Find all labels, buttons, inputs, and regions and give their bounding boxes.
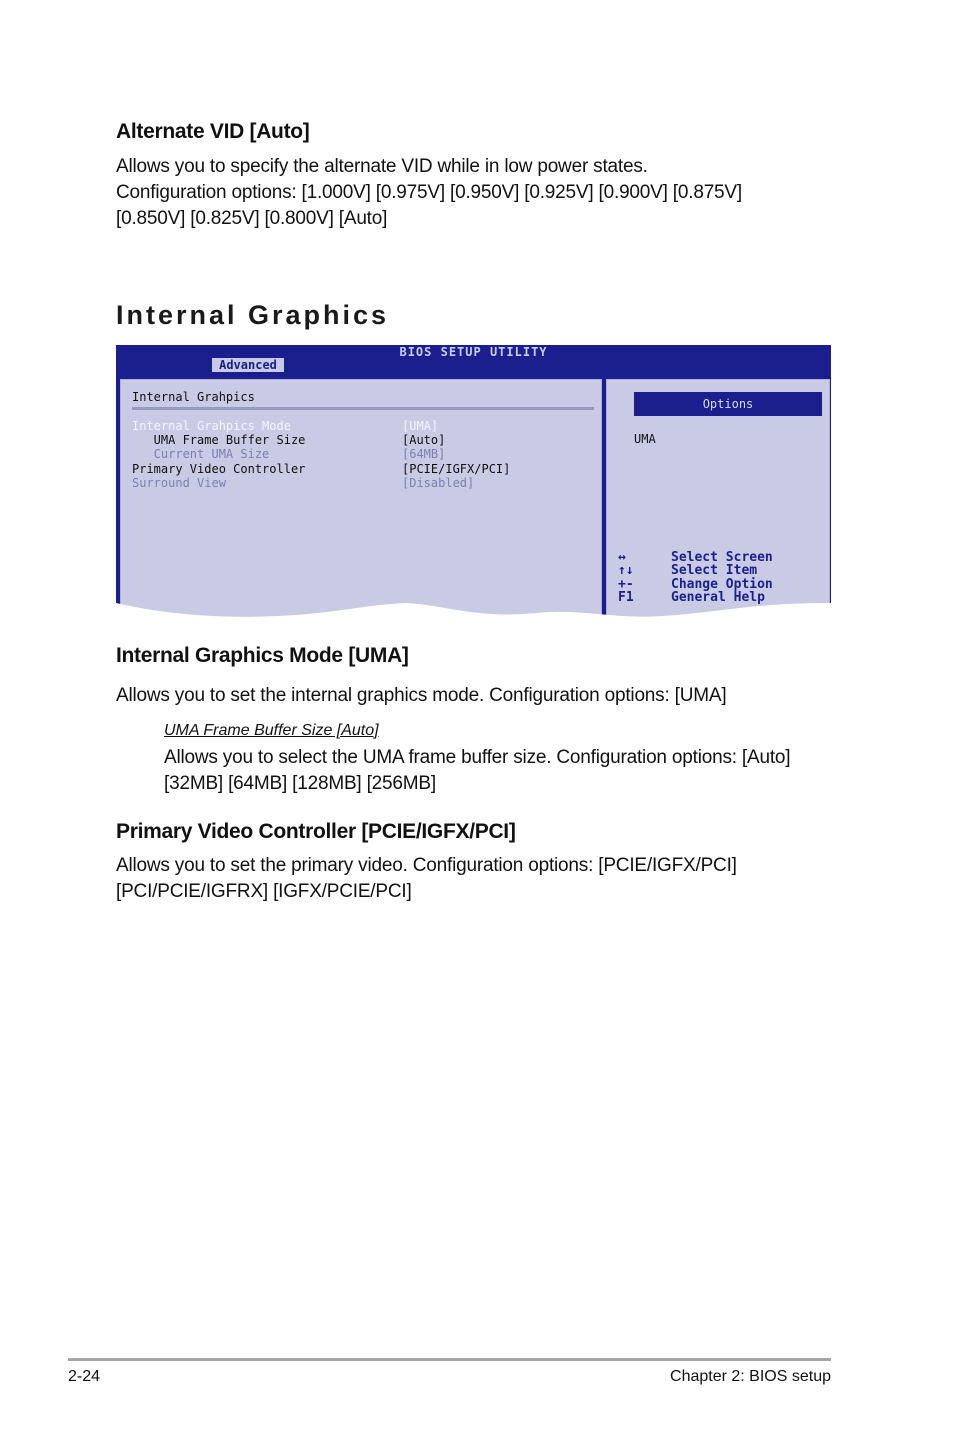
bios-row-value[interactable]: [PCIE/IGFX/PCI] [402,462,511,476]
bios-titlebar [116,345,831,375]
uma-frame-buffer-subheading: UMA Frame Buffer Size [Auto] [164,722,379,739]
bios-row-value[interactable]: [UMA] [402,419,439,433]
uma-frame-buffer-description: Allows you to select the UMA frame buffer size. Configuration options: [Auto] [164,747,791,768]
nav-key-icon: ↔ [618,550,626,565]
uma-frame-buffer-options: [32MB] [64MB] [128MB] [256MB] [164,773,436,794]
options-header: Options [634,392,822,416]
bios-row-label: Current UMA Size [132,447,270,461]
alternate-vid-description: Allows you to specify the alternate VID while in low power states. [116,156,648,177]
torn-edge-decoration [116,603,831,630]
bios-tab-advanced[interactable]: Advanced [212,358,284,372]
bios-screenshot [116,345,831,630]
page-number: 2-24 [68,1368,101,1385]
bios-row-value[interactable]: [Auto] [402,433,446,447]
nav-key-icon: +- [618,577,634,592]
nav-key-icon: F1 [618,590,634,605]
section-title: Internal Graphics [116,300,390,330]
alternate-vid-options-cont: [0.850V] [0.825V] [0.800V] [Auto] [116,208,388,229]
bios-row-value: [Disabled] [402,476,475,490]
option-item[interactable]: UMA [634,432,656,446]
help-text: Select Screen [671,550,773,565]
alternate-vid-heading: Alternate VID [Auto] [116,120,310,143]
help-text: Select Item [671,563,758,578]
nav-key-icon: ↑↓ [618,563,634,578]
bios-main-panel [120,379,602,630]
bios-panel-title: Internal Grahpics [132,390,255,404]
pvc-options: [PCI/PCIE/IGFRX] [IGFX/PCIE/PCI] [116,881,412,902]
igm-heading: Internal Graphics Mode [UMA] [116,644,409,667]
bios-row-label[interactable]: UMA Frame Buffer Size [132,433,306,447]
bios-title: BIOS SETUP UTILITY [399,345,548,359]
chapter-label: Chapter 2: BIOS setup [670,1368,831,1385]
bios-divider [132,407,594,410]
alternate-vid-options: Configuration options: [1.000V] [0.975V] [0.950V] [0.925V] [0.900V] [0.875V] [116,182,742,203]
bios-row-label: Surround View [132,476,226,490]
help-text: General Help [671,590,765,605]
bios-help-panel [606,379,830,630]
bios-row-value: [64MB] [402,447,446,461]
pvc-heading: Primary Video Controller [PCIE/IGFX/PCI] [116,820,516,843]
footer-divider [68,1358,831,1361]
pvc-description: Allows you to set the primary video. Configuration options: [PCIE/IGFX/PCI] [116,855,737,876]
bios-body [116,375,831,630]
igm-description: Allows you to set the internal graphics mode. Configuration options: [UMA] [116,685,727,706]
bios-row-label[interactable]: Primary Video Controller [132,462,306,476]
bios-row-label[interactable]: Internal Grahpics Mode [132,419,291,433]
help-text: Change Option [671,577,773,592]
